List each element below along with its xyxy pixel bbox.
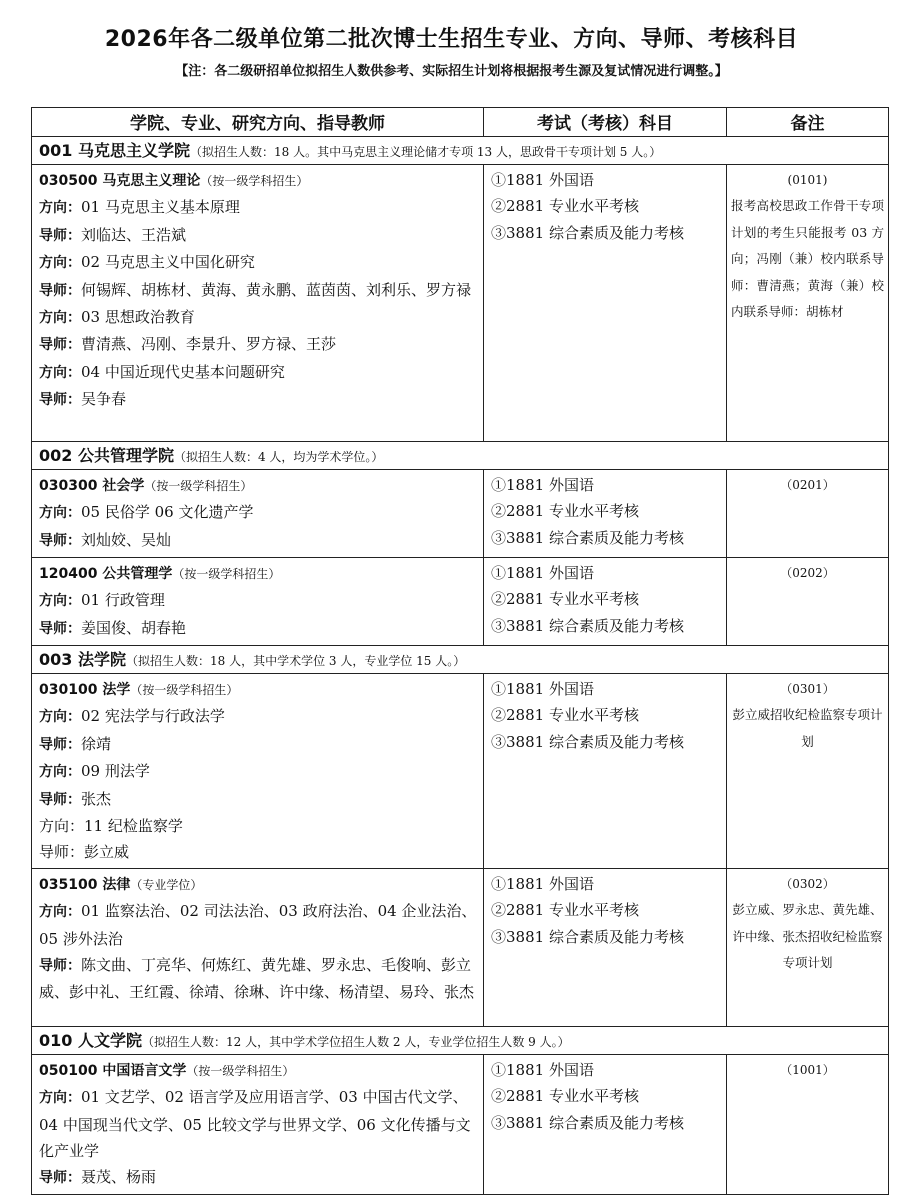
remark-cell xyxy=(727,868,889,1026)
college-note: （拟招生人数：4 人，均为学术学位。） xyxy=(173,450,384,464)
advisor-text: 陈文曲、丁亮华、何炼红、黄先雄、罗永忠、毛俊响、彭立威、彭中礼、王红霞、徐靖、徐琳、许中缘、杨清望、易玲、张杰 xyxy=(39,956,475,1002)
program-sub: （按一级学科招生） xyxy=(172,567,281,581)
advisor-label: 导师： xyxy=(39,736,81,753)
exam-item: ②2881 专业水平考核 xyxy=(491,502,639,521)
direction-label: 方向： xyxy=(39,505,81,522)
program-sub: （按一级学科招生） xyxy=(144,479,253,493)
program-row xyxy=(32,1054,889,1194)
college-name: 003 法学院 xyxy=(39,650,126,669)
advisor-text: 刘灿姣、吴灿 xyxy=(81,530,172,549)
remark-text: 彭立威、罗永忠、黄先雄、许中缘、张杰招收纪检监察专项计划 xyxy=(732,902,883,971)
exam-item: ②2881 专业水平考核 xyxy=(491,197,639,216)
exam-cell xyxy=(484,674,727,869)
college-row xyxy=(32,1026,889,1054)
college-note: （拟招生人数：18 人。其中马克思主义理论储才专项 13 人，思政骨干专项计划 5 人。） xyxy=(189,145,662,159)
exam-item: ②2881 专业水平考核 xyxy=(491,901,639,920)
remark-code: （0201） xyxy=(780,478,835,492)
exam-item: ①1881 外国语 xyxy=(491,874,594,893)
advisor-label: 导师： xyxy=(39,958,81,975)
direction-text: 03 思想政治教育 xyxy=(81,308,195,327)
college-name: 002 公共管理学院 xyxy=(39,446,174,465)
remark-code: （0301） xyxy=(780,682,835,696)
program-cell xyxy=(32,1054,484,1194)
advisor-text: 何锡辉、胡栋材、黄海、黄永鹏、蓝茵茵、刘利乐、罗方禄 xyxy=(81,280,472,299)
advisor-label: 导师： xyxy=(39,1170,81,1187)
program-cell xyxy=(32,165,484,442)
remark-text: 彭立威招收纪检监察专项计划 xyxy=(732,707,883,749)
exam-cell xyxy=(484,558,727,646)
college-note: （拟招生人数：18 人，其中学术学位 3 人，专业学位 15 人。） xyxy=(125,654,466,668)
college-note: （拟招生人数：12 人，其中学术学位招生人数 2 人，专业学位招生人数 9 人。） xyxy=(141,1034,570,1049)
college-row xyxy=(32,137,889,165)
advisor-text: 彭立威 xyxy=(84,843,130,862)
direction-text: 02 马克思主义中国化研究 xyxy=(81,253,255,272)
remark-cell xyxy=(727,165,889,442)
college-name: 001 马克思主义学院 xyxy=(39,141,190,160)
program-cell xyxy=(32,674,484,869)
header-row xyxy=(32,108,889,137)
program-row xyxy=(32,470,889,558)
program-sub: （按一级学科招生） xyxy=(200,174,309,188)
direction-label: 方向： xyxy=(39,364,81,381)
direction-label: 方向： xyxy=(39,1090,81,1107)
direction-label: 方向： xyxy=(39,593,81,610)
advisor-text: 刘临达、王浩斌 xyxy=(81,225,187,244)
direction-label: 方向： xyxy=(39,255,81,272)
exam-item: ③3881 综合素质及能力考核 xyxy=(491,223,684,242)
exam-item: ①1881 外国语 xyxy=(491,171,594,189)
program-cell xyxy=(32,868,484,1026)
header-college: 学院、专业、研究方向、指导教师 xyxy=(32,108,484,137)
exam-cell xyxy=(484,868,727,1026)
exam-item: ①1881 外国语 xyxy=(491,1060,594,1079)
direction-text: 05 民俗学 06 文化遗产学 xyxy=(81,503,254,522)
advisor-text: 吴争春 xyxy=(81,390,127,409)
direction-label: 方向： xyxy=(39,817,85,836)
remark-cell xyxy=(727,674,889,869)
exam-item: ①1881 外国语 xyxy=(491,476,594,494)
program-cell xyxy=(32,558,484,646)
exam-item: ③3881 综合素质及能力考核 xyxy=(491,1113,684,1132)
college-name: 010 人文学院 xyxy=(39,1030,142,1050)
direction-label: 方向： xyxy=(39,310,81,327)
header-remark: 备注 xyxy=(727,108,889,137)
remark-cell xyxy=(727,1054,889,1194)
program-sub: （专业学位） xyxy=(130,877,203,892)
exam-item: ②2881 专业水平考核 xyxy=(491,706,639,725)
program-sub: （按一级学科招生） xyxy=(186,1063,295,1078)
advisor-text: 徐靖 xyxy=(81,734,112,753)
advisor-label: 导师： xyxy=(39,791,81,808)
college-cell xyxy=(32,442,889,470)
direction-label: 方向： xyxy=(39,709,81,726)
program-row xyxy=(32,165,889,442)
exam-item: ①1881 外国语 xyxy=(491,564,594,582)
college-row xyxy=(32,442,889,470)
remark-code: （0302） xyxy=(780,876,835,891)
exam-item: ③3881 综合素质及能力考核 xyxy=(491,616,684,635)
direction-label: 方向： xyxy=(39,904,81,921)
program-row xyxy=(32,558,889,646)
remark-cell xyxy=(727,558,889,646)
advisor-label: 导师： xyxy=(39,227,81,244)
exam-item: ②2881 专业水平考核 xyxy=(491,590,639,609)
advisor-text: 聂茂、杨雨 xyxy=(81,1168,157,1187)
exam-item: ③3881 综合素质及能力考核 xyxy=(491,927,684,946)
college-cell xyxy=(32,646,889,674)
direction-text: 01 监察法治、02 司法法治、03 政府法治、04 企业法治、05 涉外法治 xyxy=(39,902,477,948)
remark-code: (0101) xyxy=(787,173,828,187)
program-cell xyxy=(32,470,484,558)
header-exam: 考试（考核）科目 xyxy=(484,108,727,137)
direction-label: 方向： xyxy=(39,764,81,781)
exam-item: ③3881 综合素质及能力考核 xyxy=(491,732,684,751)
direction-text: 04 中国近现代史基本问题研究 xyxy=(81,362,285,381)
remark-code: （0202） xyxy=(780,566,835,580)
program-name: 030100 法学 xyxy=(39,682,131,698)
exam-item: ③3881 综合素质及能力考核 xyxy=(491,528,684,547)
direction-text: 09 刑法学 xyxy=(81,762,150,781)
document-note: 【注：各二级研招单位拟招生人数供参考、实际招生计划将根据报考生源及复试情况进行调整。】 xyxy=(175,64,728,79)
program-name: 035100 法律 xyxy=(39,876,131,893)
exam-item: ②2881 专业水平考核 xyxy=(491,1087,639,1106)
direction-text: 11 纪检监察学 xyxy=(84,817,183,836)
direction-text: 01 文艺学、02 语言学及应用语言学、03 中国古代文学、04 中国现当代文学、05 比较文学与世界文学、06 文化传播与文化产业学 xyxy=(39,1088,471,1161)
advisor-label: 导师： xyxy=(39,843,85,862)
college-cell xyxy=(32,137,889,165)
advisor-text: 姜国俊、胡春艳 xyxy=(81,618,187,637)
direction-text: 02 宪法学与行政法学 xyxy=(81,707,225,726)
remark-cell xyxy=(727,470,889,558)
exam-cell xyxy=(484,1054,727,1194)
direction-text: 01 马克思主义基本原理 xyxy=(81,198,240,217)
exam-item: ①1881 外国语 xyxy=(491,680,594,698)
advisor-label: 导师： xyxy=(39,532,81,549)
advisor-label: 导师： xyxy=(39,620,81,637)
direction-label: 方向： xyxy=(39,200,81,217)
college-cell xyxy=(32,1026,889,1054)
direction-text: 01 行政管理 xyxy=(81,591,165,610)
advisor-text: 张杰 xyxy=(81,789,112,808)
remark-text: 报考高校思政工作骨干专项计划的考生只能报考 03 方向；冯刚（兼）校内联系导师：曹清燕；黄海（兼）校内联系导师：胡栋材 xyxy=(731,198,884,320)
program-row xyxy=(32,868,889,1026)
program-name: 050100 中国语言文学 xyxy=(39,1062,187,1079)
advisor-text: 曹清燕、冯刚、李景升、罗方禄、王莎 xyxy=(81,335,337,354)
admissions-table xyxy=(31,107,889,1195)
program-name: 030500 马克思主义理论 xyxy=(39,173,201,189)
document-title: 2026年各二级单位第二批次博士生招生专业、方向、导师、考核科目 xyxy=(104,27,799,52)
program-name: 030300 社会学 xyxy=(39,478,145,494)
advisor-label: 导师： xyxy=(39,392,81,409)
advisor-label: 导师： xyxy=(39,282,81,299)
program-name: 120400 公共管理学 xyxy=(39,566,173,582)
college-row xyxy=(32,646,889,674)
program-row xyxy=(32,674,889,869)
program-sub: （按一级学科招生） xyxy=(130,683,239,697)
advisor-label: 导师： xyxy=(39,337,81,354)
exam-cell xyxy=(484,165,727,442)
remark-code: （1001） xyxy=(780,1062,835,1077)
exam-cell xyxy=(484,470,727,558)
